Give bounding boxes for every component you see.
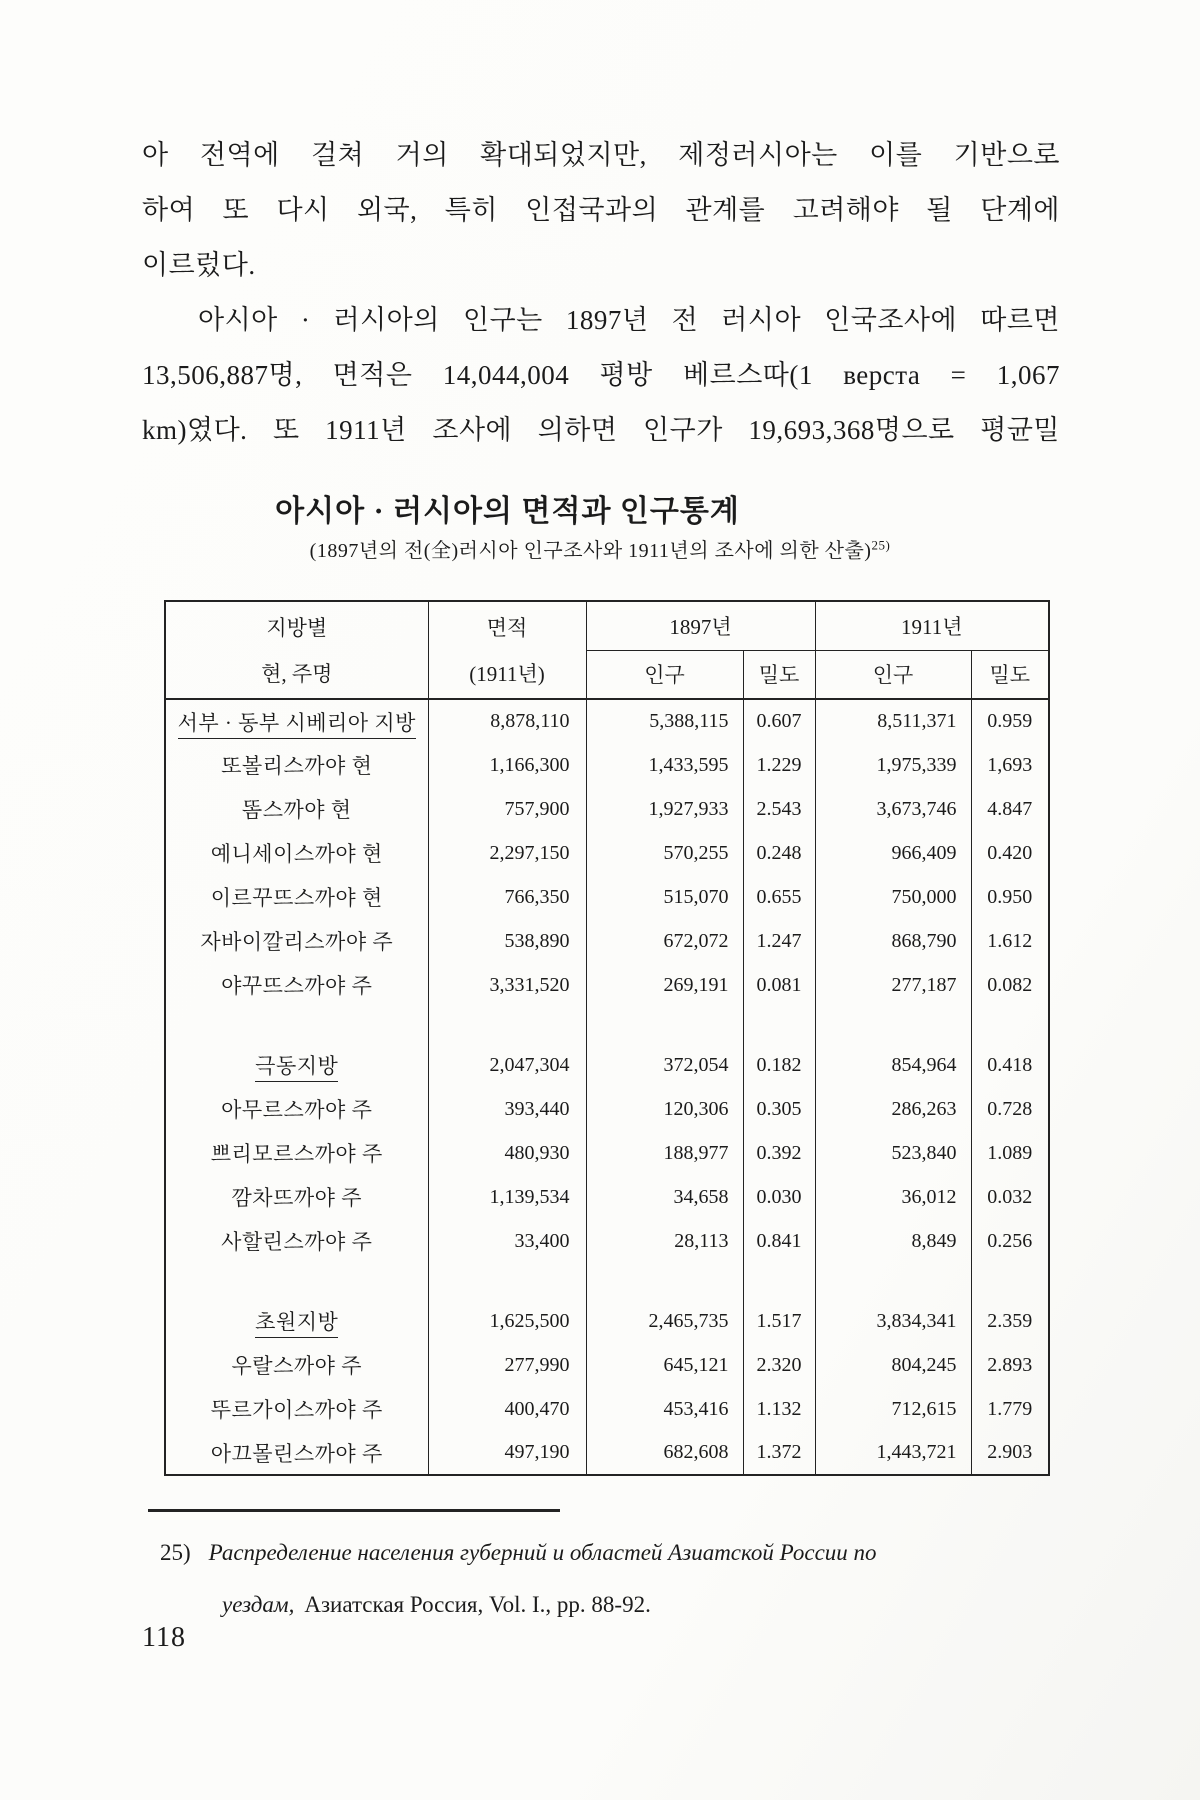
density-1897-cell: 1.132 [743, 1387, 815, 1431]
density-1897-cell: 1.247 [743, 919, 815, 963]
table-header [165, 601, 1049, 699]
table-row [165, 1219, 1049, 1263]
table-row [165, 699, 1049, 743]
table-header-row-1 [165, 601, 1049, 650]
area-value-cell: 8,878,110 [428, 699, 586, 743]
population-1911-cell: 804,245 [815, 1343, 971, 1387]
region-name-cell: 아무르스까야 주 [165, 1087, 428, 1131]
population-1897-cell: 188,977 [586, 1131, 743, 1175]
population-1911-cell: 966,409 [815, 831, 971, 875]
population-1897-cell: 645,121 [586, 1343, 743, 1387]
column-header-density-1911: 밀도 [971, 650, 1049, 699]
empty-cell [971, 1007, 1049, 1043]
table-row [165, 1043, 1049, 1087]
column-header-region-line2: 현, 주명 [261, 662, 333, 686]
column-header-population-1897: 인구 [586, 650, 743, 699]
density-1911-cell: 0.728 [971, 1087, 1049, 1131]
population-1911-cell: 286,263 [815, 1087, 971, 1131]
body-text [142, 128, 1060, 458]
density-1897-cell: 0.607 [743, 699, 815, 743]
column-header-area-line2: (1911년) [469, 662, 545, 686]
table-row [165, 831, 1049, 875]
table-subtitle [145, 534, 1055, 563]
population-1897-cell: 682,608 [586, 1431, 743, 1475]
density-1911-cell: 4.847 [971, 787, 1049, 831]
area-value-cell: 757,900 [428, 787, 586, 831]
population-1897-cell: 2,465,735 [586, 1299, 743, 1343]
population-1897-cell: 672,072 [586, 919, 743, 963]
footnote-line [160, 1527, 1060, 1579]
region-name-cell: 또볼리스까야 현 [165, 743, 428, 787]
population-1911-cell: 277,187 [815, 963, 971, 1007]
area-value-cell: 2,297,150 [428, 831, 586, 875]
density-1897-cell: 0.030 [743, 1175, 815, 1219]
density-1911-cell: 0.256 [971, 1219, 1049, 1263]
region-name-cell [165, 1043, 428, 1087]
density-1897-cell: 0.182 [743, 1043, 815, 1087]
empty-cell [586, 1263, 743, 1299]
table-spacer-row [165, 1007, 1049, 1043]
population-1911-cell: 1,443,721 [815, 1431, 971, 1475]
table-row [165, 919, 1049, 963]
population-1911-cell: 854,964 [815, 1043, 971, 1087]
density-1897-cell: 0.248 [743, 831, 815, 875]
density-1911-cell: 2.893 [971, 1343, 1049, 1387]
density-1897-cell: 2.320 [743, 1343, 815, 1387]
region-name-cell: 우랄스까야 주 [165, 1343, 428, 1387]
region-name-cell: 쁘리모르스까야 주 [165, 1131, 428, 1175]
population-1911-cell: 8,511,371 [815, 699, 971, 743]
paragraph-line: 13,506,887명, 면적은 14,044,004 평방 베르스따(1 верста = 1,067 [142, 360, 1060, 390]
table-row [165, 1087, 1049, 1131]
population-1897-cell: 28,113 [586, 1219, 743, 1263]
region-group-label: 초원지방 [255, 1310, 338, 1338]
table-row [165, 1299, 1049, 1343]
empty-cell [743, 1263, 815, 1299]
region-name-cell: 뚜르가이스까야 주 [165, 1387, 428, 1431]
area-value-cell: 538,890 [428, 919, 586, 963]
population-1897-cell: 5,388,115 [586, 699, 743, 743]
footnote-line [160, 1579, 1060, 1631]
area-value-cell: 2,047,304 [428, 1043, 586, 1087]
density-1897-cell: 0.392 [743, 1131, 815, 1175]
region-group-label: 서부 · 동부 시베리아 지방 [178, 711, 416, 739]
population-1911-cell: 523,840 [815, 1131, 971, 1175]
density-1911-cell: 0.950 [971, 875, 1049, 919]
area-value-cell: 33,400 [428, 1219, 586, 1263]
density-1911-cell: 2.903 [971, 1431, 1049, 1475]
population-1897-cell: 570,255 [586, 831, 743, 875]
density-1911-cell: 1.089 [971, 1131, 1049, 1175]
density-1911-cell: 0.418 [971, 1043, 1049, 1087]
density-1911-cell: 1.612 [971, 919, 1049, 963]
paragraph-line: km)였다. 또 1911년 조사에 의하면 인구가 19,693,368명으로 평균밀 [142, 415, 1060, 445]
population-1911-cell: 1,975,339 [815, 743, 971, 787]
region-name-cell: 야꾸뜨스까야 주 [165, 963, 428, 1007]
population-1897-cell: 34,658 [586, 1175, 743, 1219]
region-name-cell: 똠스까야 현 [165, 787, 428, 831]
region-name-cell: 예니세이스까야 현 [165, 831, 428, 875]
population-1897-cell: 269,191 [586, 963, 743, 1007]
area-value-cell: 3,331,520 [428, 963, 586, 1007]
density-1897-cell: 0.655 [743, 875, 815, 919]
population-1897-cell: 1,433,595 [586, 743, 743, 787]
empty-cell [815, 1263, 971, 1299]
table-subtitle-text: (1897년의 전(全)러시아 인구조사와 1911년의 조사에 의한 산출) [309, 540, 872, 562]
paragraph-line: 이르렀다. [142, 250, 256, 280]
empty-cell [815, 1007, 971, 1043]
table-row [165, 875, 1049, 919]
area-value-cell: 277,990 [428, 1343, 586, 1387]
footnote-reference: 25) [871, 537, 891, 553]
empty-cell [971, 1263, 1049, 1299]
table-row [165, 1343, 1049, 1387]
footnote-title-text: уездам, [222, 1592, 295, 1617]
empty-cell [586, 1007, 743, 1043]
population-1911-cell: 3,834,341 [815, 1299, 971, 1343]
population-1911-cell: 868,790 [815, 919, 971, 963]
density-1911-cell: 0.959 [971, 699, 1049, 743]
population-1911-cell: 750,000 [815, 875, 971, 919]
population-1911-cell: 36,012 [815, 1175, 971, 1219]
density-1897-cell: 2.543 [743, 787, 815, 831]
area-value-cell: 1,625,500 [428, 1299, 586, 1343]
area-value-cell: 497,190 [428, 1431, 586, 1475]
population-1897-cell: 1,927,933 [586, 787, 743, 831]
paragraph-line: 아 전역에 걸쳐 거의 확대되었지만, 제정러시아는 이를 기반으로 [142, 140, 1060, 170]
region-name-cell [165, 1299, 428, 1343]
column-header-density-1897: 밀도 [743, 650, 815, 699]
empty-cell [165, 1263, 428, 1299]
density-1911-cell: 0.032 [971, 1175, 1049, 1219]
population-1897-cell: 453,416 [586, 1387, 743, 1431]
footnote-source-text: Азиатская Россия, Vol. I., pp. 88-92. [304, 1592, 651, 1617]
density-1897-cell: 1.517 [743, 1299, 815, 1343]
area-value-cell: 400,470 [428, 1387, 586, 1431]
table-row [165, 1431, 1049, 1475]
population-1911-cell: 3,673,746 [815, 787, 971, 831]
paragraph-line: 아시아 · 러시아의 인구는 1897년 전 러시아 인국조사에 따르면 [198, 305, 1060, 335]
footnote-divider [148, 1509, 560, 1512]
area-value-cell: 766,350 [428, 875, 586, 919]
density-1897-cell: 0.305 [743, 1087, 815, 1131]
empty-cell [428, 1263, 586, 1299]
density-1911-cell: 1.779 [971, 1387, 1049, 1431]
statistics-table [164, 600, 1050, 1476]
column-group-1897: 1897년 [586, 601, 815, 650]
region-group-label: 극동지방 [255, 1054, 338, 1082]
population-1897-cell: 372,054 [586, 1043, 743, 1087]
area-value-cell: 393,440 [428, 1087, 586, 1131]
page-number: 118 [142, 1622, 186, 1653]
population-1911-cell: 712,615 [815, 1387, 971, 1431]
column-header-region [165, 601, 428, 699]
density-1897-cell: 1.372 [743, 1431, 815, 1475]
population-1897-cell: 120,306 [586, 1087, 743, 1131]
area-value-cell: 1,139,534 [428, 1175, 586, 1219]
density-1897-cell: 0.841 [743, 1219, 815, 1263]
area-value-cell: 480,930 [428, 1131, 586, 1175]
footnote [160, 1527, 1060, 1631]
population-1897-cell: 515,070 [586, 875, 743, 919]
empty-cell [428, 1007, 586, 1043]
table-row [165, 1387, 1049, 1431]
region-name-cell: 사할린스까야 주 [165, 1219, 428, 1263]
column-header-population-1911: 인구 [815, 650, 971, 699]
region-name-cell: 자바이깔리스까야 주 [165, 919, 428, 963]
column-header-region-line1: 지방별 [266, 616, 328, 640]
region-name-cell: 깜차뜨까야 주 [165, 1175, 428, 1219]
table-body [165, 699, 1049, 1475]
table-row [165, 963, 1049, 1007]
density-1897-cell: 0.081 [743, 963, 815, 1007]
density-1911-cell: 0.082 [971, 963, 1049, 1007]
table-row [165, 743, 1049, 787]
footnote-title-text: Распределение населения губерний и областей Азиатской России по [208, 1540, 877, 1565]
area-value-cell: 1,166,300 [428, 743, 586, 787]
density-1911-cell: 1,693 [971, 743, 1049, 787]
region-name-cell: 아끄몰린스까야 주 [165, 1431, 428, 1475]
footnote-marker: 25) [160, 1540, 191, 1565]
column-header-area-line1: 면적 [486, 616, 528, 640]
population-1911-cell: 8,849 [815, 1219, 971, 1263]
table-title: 아시아 · 러시아의 면적과 인구통계 [275, 495, 740, 528]
table-row [165, 1131, 1049, 1175]
density-1911-cell: 2.359 [971, 1299, 1049, 1343]
density-1897-cell: 1.229 [743, 743, 815, 787]
table-row [165, 1175, 1049, 1219]
column-group-1911: 1911년 [815, 601, 1049, 650]
paragraph-line: 하여 또 다시 외국, 특히 인접국과의 관계를 고려해야 될 단계에 [142, 195, 1060, 225]
table-spacer-row [165, 1263, 1049, 1299]
region-name-cell: 이르꾸뜨스까야 현 [165, 875, 428, 919]
table-row [165, 787, 1049, 831]
empty-cell [165, 1007, 428, 1043]
empty-cell [743, 1007, 815, 1043]
density-1911-cell: 0.420 [971, 831, 1049, 875]
column-header-area [428, 601, 586, 699]
region-name-cell [165, 699, 428, 743]
